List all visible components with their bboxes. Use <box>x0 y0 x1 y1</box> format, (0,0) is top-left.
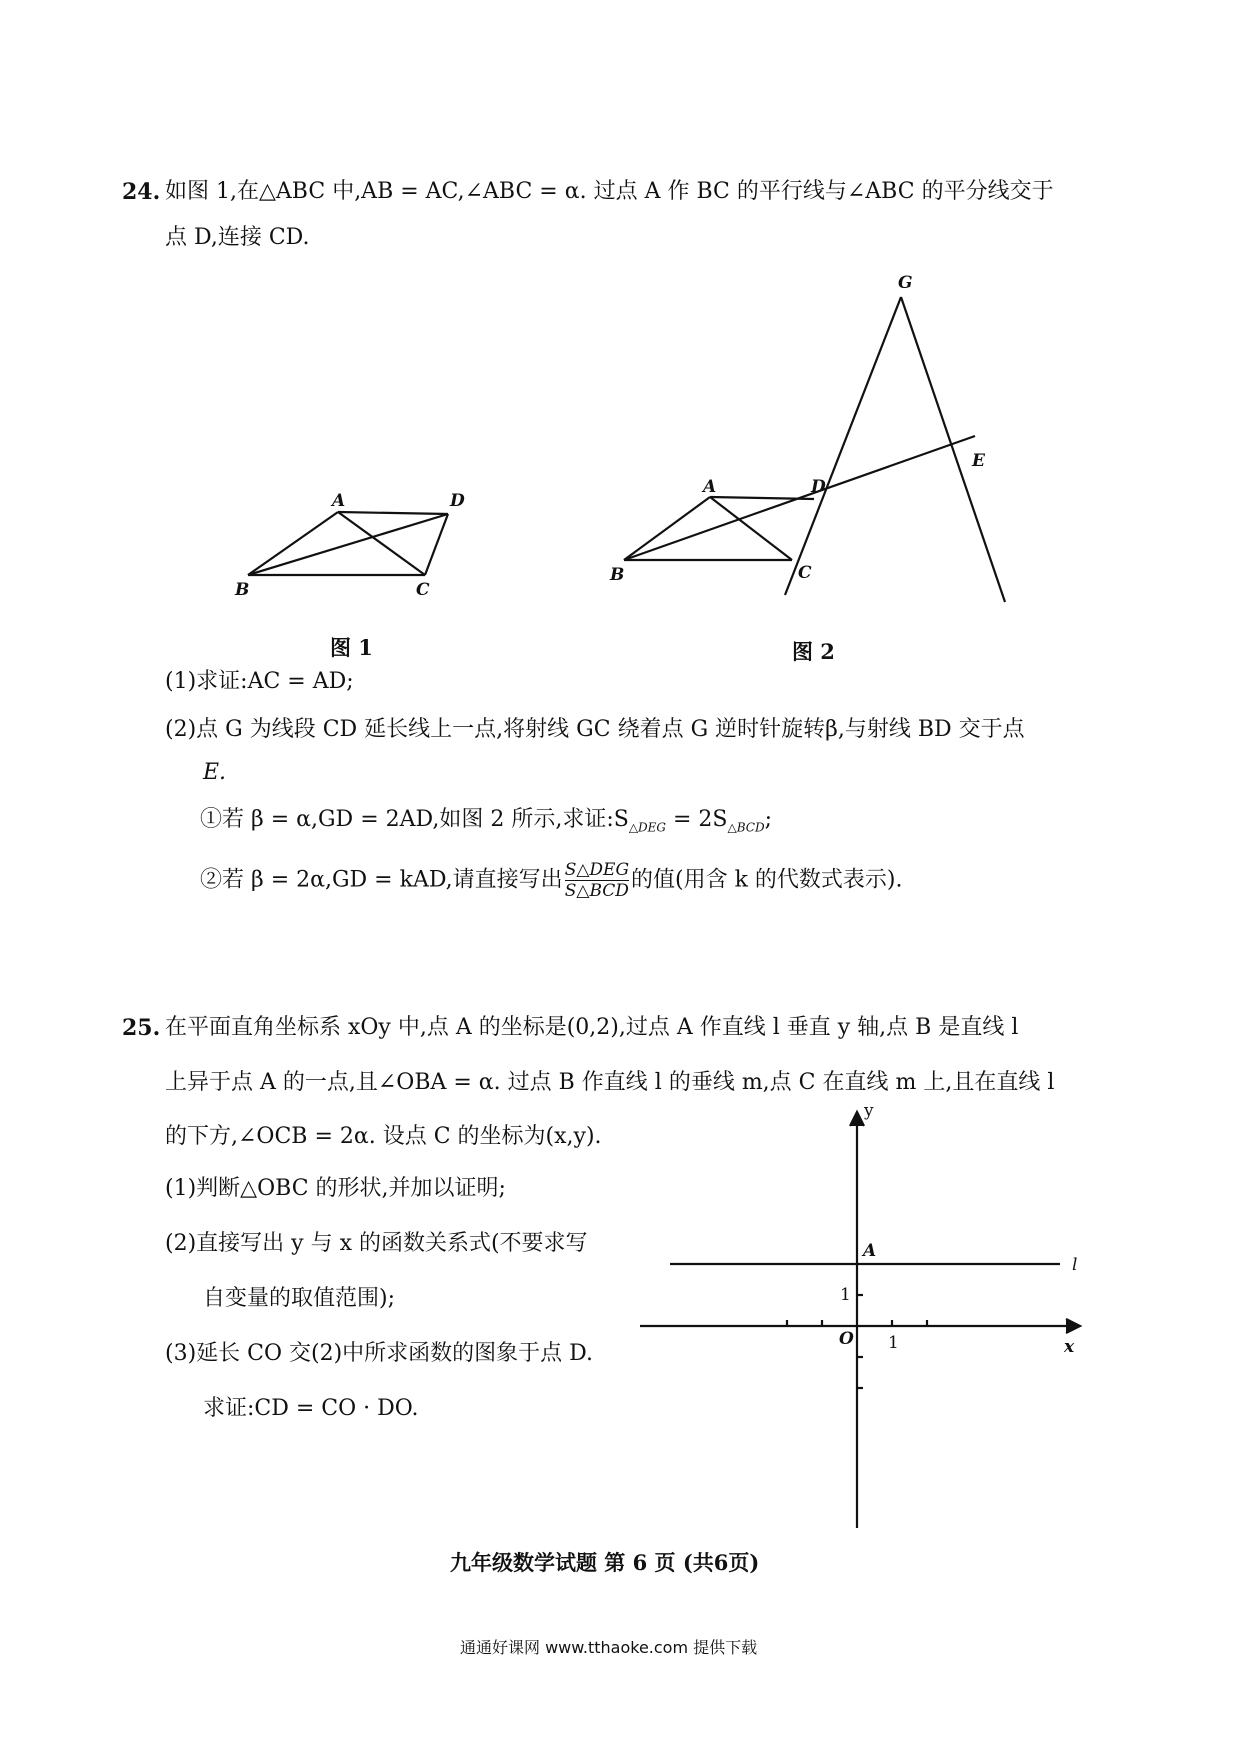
x-unit-label: 1 <box>888 1333 899 1353</box>
y-unit-label: 1 <box>840 1285 851 1305</box>
fig2-label-d: D <box>811 477 826 497</box>
q24-part2a-sub2: △BCD <box>727 820 765 835</box>
q25-number: 25. <box>122 1015 161 1041</box>
q25-stem-line1: 在平面直角坐标系 xOy 中,点 A 的坐标是(0,2),过点 A 作直线 l 垂直 y 轴,点 B 是直线 l <box>165 1015 1019 1040</box>
figure-2-diagram <box>600 270 1000 610</box>
figure-1-parallelogram <box>230 490 490 610</box>
coordinate-plane <box>640 1101 1100 1528</box>
y-axis-arrow <box>850 1112 864 1126</box>
q24-part2-line2: E. <box>203 760 227 785</box>
q25-part3-line2: 求证:CD = CO · DO. <box>203 1396 419 1421</box>
q25-part2-line1: (2)直接写出 y 与 x 的函数关系式(不要求写 <box>165 1231 588 1256</box>
area-ratio-fraction <box>565 860 629 901</box>
q24-stem-line2: 点 D,连接 CD. <box>165 225 310 250</box>
q24-part2a-mid: = 2S <box>666 807 728 832</box>
fig2-label-c: C <box>798 563 812 583</box>
q24-part2a-end: ; <box>764 807 773 832</box>
q25-part3-line1: (3)延长 CO 交(2)中所求函数的图象于点 D. <box>165 1341 594 1366</box>
x-axis-label: x <box>1064 1337 1075 1357</box>
fraction-denominator: S△BCD <box>564 881 629 901</box>
q25-stem-line3: 的下方,∠OCB = 2α. 设点 C 的坐标为(x,y). <box>165 1124 602 1149</box>
y-axis-label: y <box>864 1101 874 1121</box>
q24-part2b-text: ②若 β = 2α,GD = kAD,请直接写出 <box>200 867 563 893</box>
fig2-label-b: B <box>610 565 625 585</box>
q24-part2a-sub1: △DEG <box>628 820 667 835</box>
q25-part1: (1)判断△OBC 的形状,并加以证明; <box>165 1176 506 1201</box>
figure-1-caption: 图 1 <box>330 635 373 660</box>
point-a-label: A <box>863 1241 877 1261</box>
page-footer: 九年级数学试题 第 6 页 (共6页) <box>450 1550 760 1575</box>
fraction-numerator: S△DEG <box>564 860 630 880</box>
q24-part2a <box>200 805 772 842</box>
fig1-label-c: C <box>416 580 430 600</box>
fig2-label-g: G <box>898 273 913 293</box>
fig1-label-a: A <box>332 491 346 511</box>
origin-label: O <box>839 1329 854 1349</box>
q24-part2b-suffix: 的值(用含 k 的代数式表示). <box>631 867 903 893</box>
figure-2-caption: 图 2 <box>792 639 835 664</box>
q24-part2a-text: ①若 β = α,GD = 2AD,如图 2 所示,求证:S <box>200 807 629 832</box>
q24-part1: (1)求证:AC = AD; <box>165 669 354 694</box>
q24-part2-line1: (2)点 G 为线段 CD 延长线上一点,将射线 GC 绕着点 G 逆时针旋转β,与射线 BD 交于点 <box>165 717 1025 742</box>
x-axis-arrow <box>1066 1319 1080 1333</box>
watermark-text: 通通好课网 www.tthaoke.com 提供下载 <box>460 1638 758 1657</box>
q24-stem-line1: 如图 1,在△ABC 中,AB = AC,∠ABC = α. 过点 A 作 BC 的平行线与∠ABC 的平分线交于 <box>165 179 1054 204</box>
q25-stem-line2: 上异于点 A 的一点,且∠OBA = α. 过点 B 作直线 l 的垂线 m,点 C 在直线 m 上,且在直线 l <box>165 1070 1055 1095</box>
fig1-label-d: D <box>450 491 465 511</box>
q24-number: 24. <box>122 179 161 205</box>
fig2-label-a: A <box>703 477 717 497</box>
q25-part2-line2: 自变量的取值范围); <box>203 1286 395 1311</box>
fig2-label-e: E <box>972 451 985 471</box>
fig1-label-b: B <box>235 580 250 600</box>
q24-part2b <box>200 860 903 901</box>
line-l-label: l <box>1072 1255 1078 1275</box>
